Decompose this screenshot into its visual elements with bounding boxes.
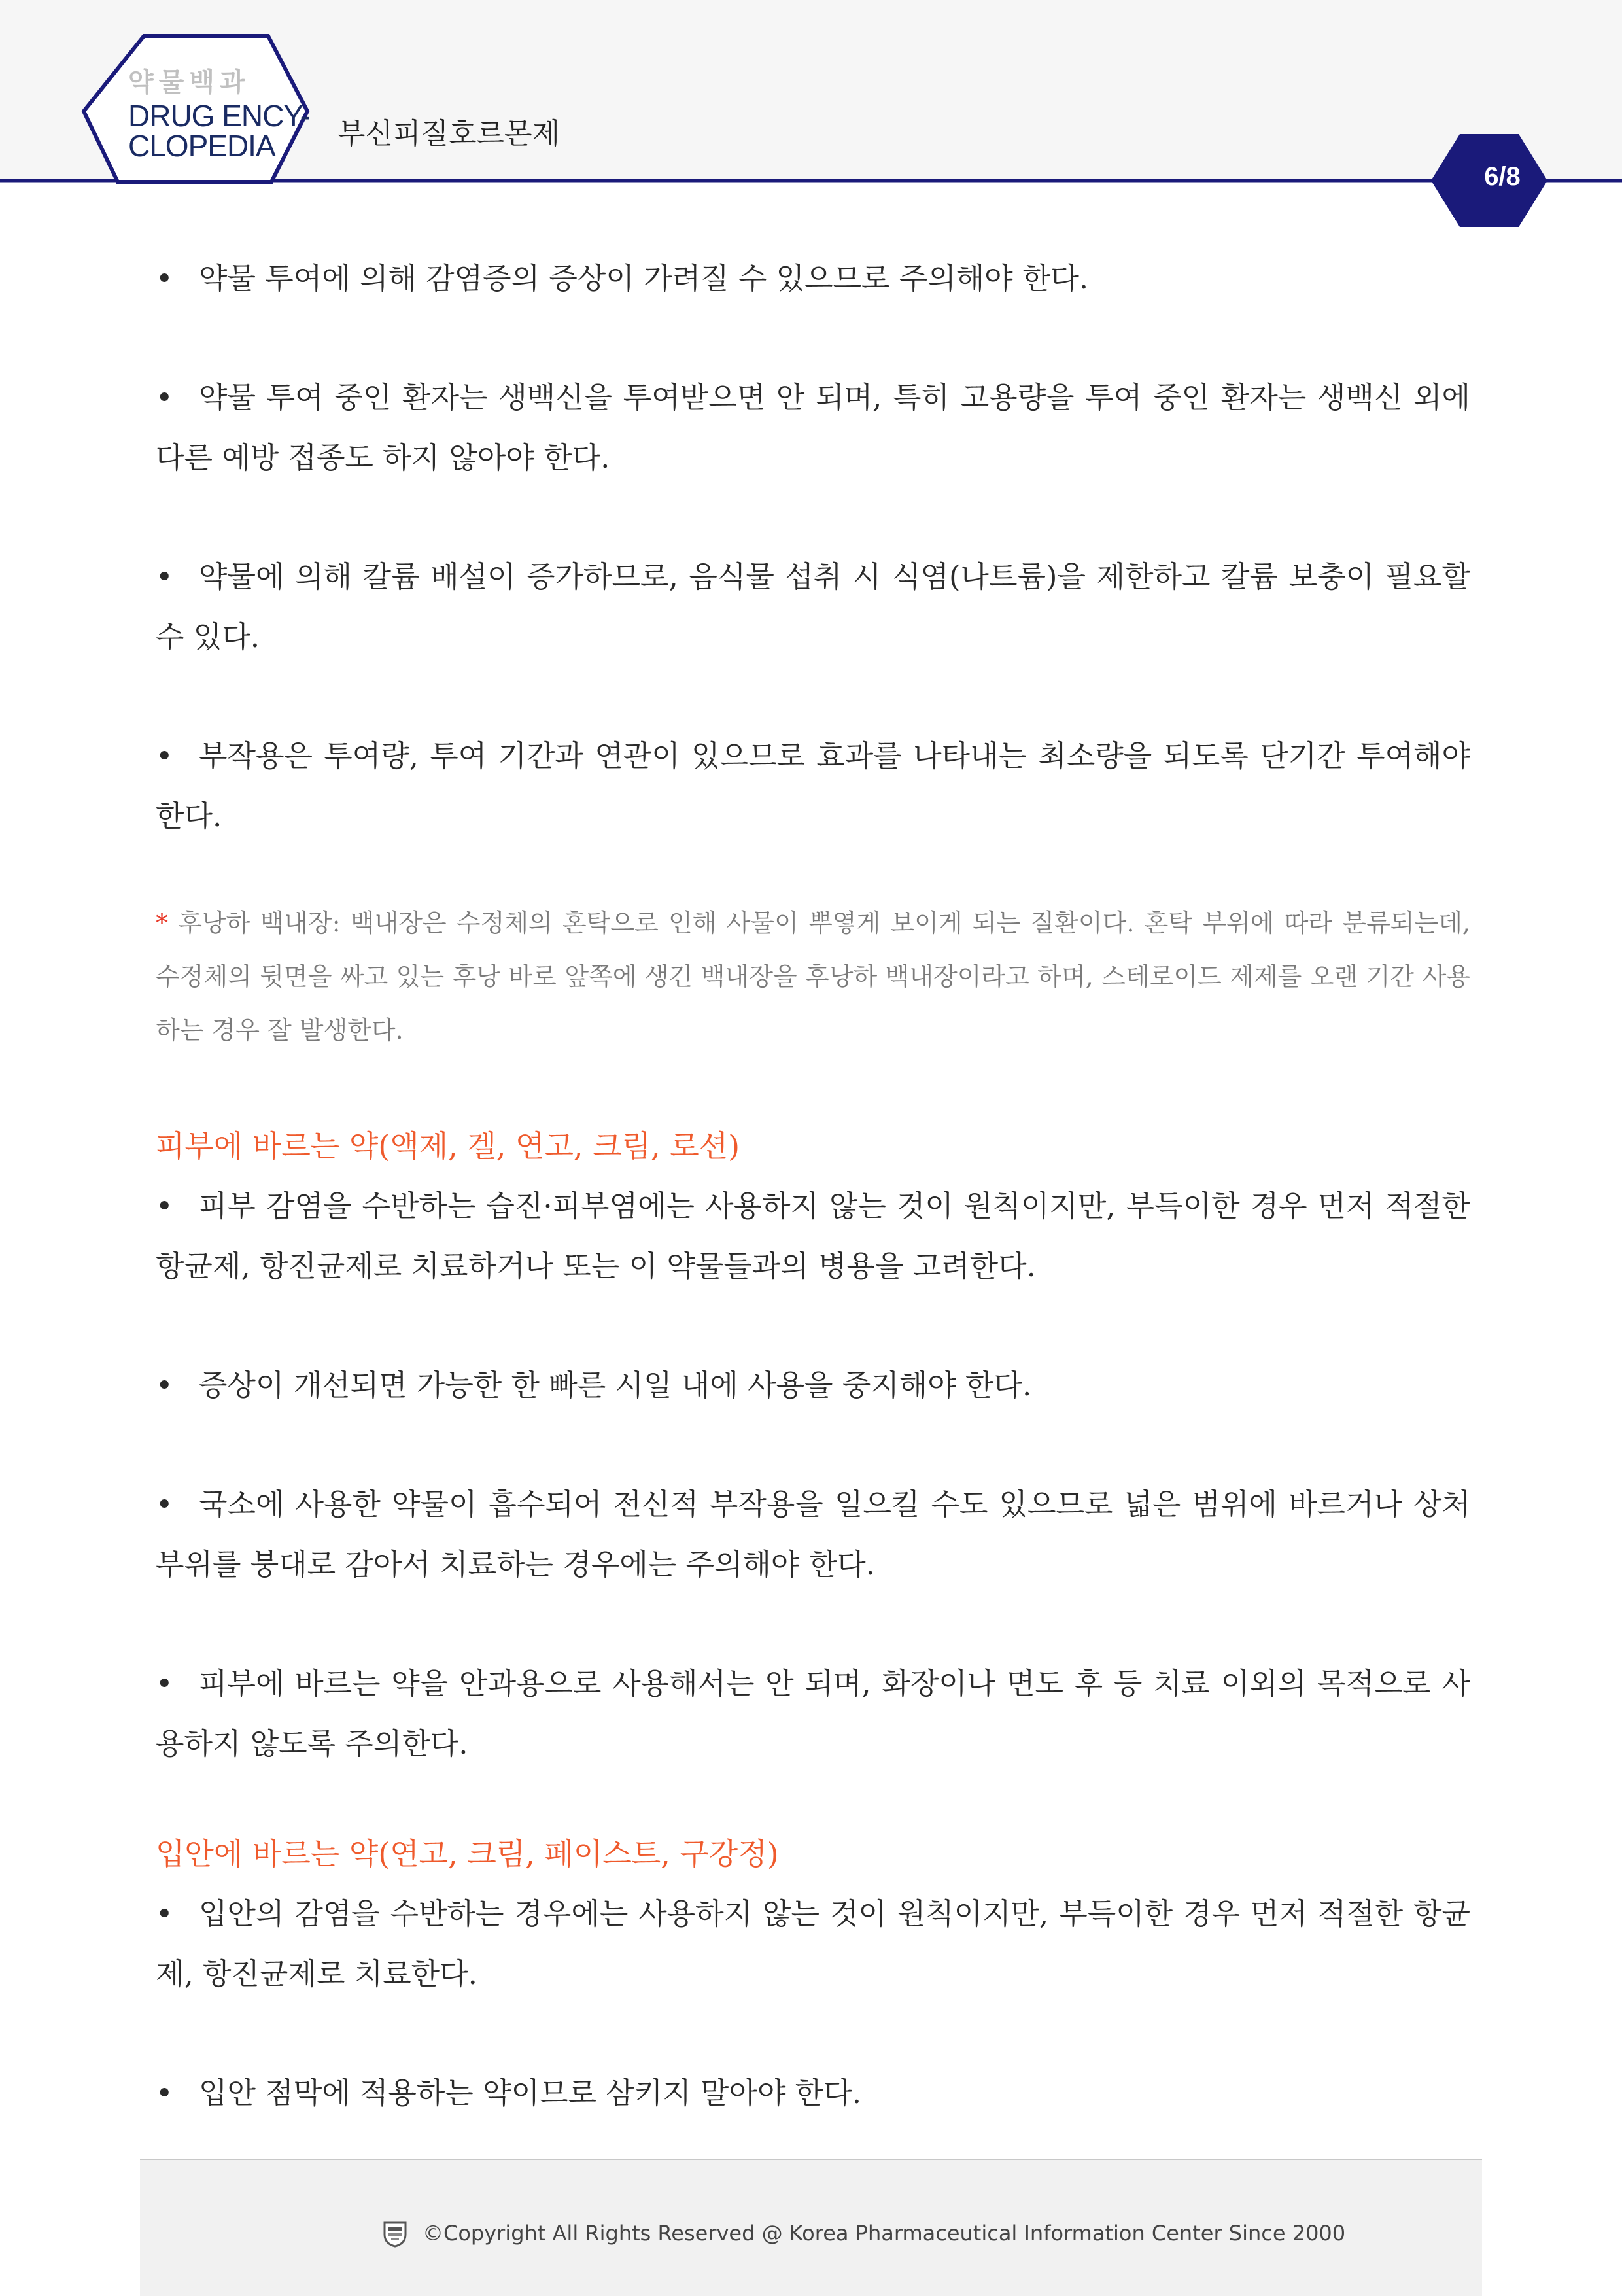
copyright-text: ©Copyright All Rights Reserved @ Korea Pharmaceutical Information Center Since 2000 bbox=[423, 2221, 1346, 2246]
bullet-item bbox=[156, 1355, 1470, 1416]
bullet-icon: • bbox=[156, 380, 173, 415]
logo-korean: 약물백과 bbox=[128, 68, 250, 97]
footnote-star: * bbox=[156, 909, 168, 937]
section-title-skin: 피부에 바르는 약(액제, 겔, 연고, 크림, 로션) bbox=[156, 1128, 740, 1164]
bullet-icon: • bbox=[156, 1189, 173, 1223]
section-title-mouth: 입안에 바르는 약(연고, 크림, 페이스트, 구강정) bbox=[156, 1836, 779, 1871]
bullet-item bbox=[156, 1884, 1470, 2004]
bullet-icon: • bbox=[156, 1487, 173, 1522]
page-header bbox=[0, 0, 1622, 191]
bullet-icon: • bbox=[156, 1896, 173, 1931]
logo-english-line2: CLOPEDIA bbox=[128, 129, 275, 163]
bullet-text: 입안 점막에 적용하는 약이므로 삼키지 말아야 한다. bbox=[199, 2076, 862, 2110]
page-footer bbox=[140, 2159, 1482, 2296]
bullet-icon: • bbox=[156, 261, 173, 296]
bullet-icon: • bbox=[156, 739, 173, 773]
bullet-text: 피부에 바르는 약을 안과용으로 사용해서는 안 되며, 화장이나 면도 후 등 치료 이외의 목적으로 사용하지 않도록 주의한다. bbox=[156, 1666, 1470, 1761]
bullet-item bbox=[156, 1654, 1470, 1774]
bullet-text: 입안의 감염을 수반하는 경우에는 사용하지 않는 것이 원칙이지만, 부득이한 경우 먼저 적절한 항균제, 항진균제로 치료한다. bbox=[156, 1896, 1470, 1991]
bullet-icon: • bbox=[156, 1368, 173, 1402]
bullet-text: 피부 감염을 수반하는 습진·피부염에는 사용하지 않는 것이 원칙이지만, 부득이한 경우 먼저 적절한 항균제, 항진균제로 치료하거나 또는 이 약물들과의 병용을 고려한다. bbox=[156, 1189, 1470, 1283]
bullet-text: 증상이 개선되면 가능한 한 빠른 시일 내에 사용을 중지해야 한다. bbox=[199, 1368, 1032, 1402]
bullet-icon: • bbox=[156, 2076, 173, 2110]
document-title: 부신피질호르몬제 bbox=[337, 117, 561, 150]
bullet-item bbox=[156, 2063, 1470, 2123]
bullet-item bbox=[156, 726, 1470, 846]
bullet-text: 약물 투여에 의해 감염증의 증상이 가려질 수 있으므로 주의해야 한다. bbox=[199, 261, 1089, 296]
footer-copyright-row bbox=[382, 2219, 1345, 2248]
logo-english-line1: DRUG ENCY- bbox=[128, 99, 310, 133]
bullet-icon: • bbox=[156, 559, 173, 594]
main-content bbox=[156, 249, 1470, 2123]
bullet-item bbox=[156, 368, 1470, 488]
footnote-text: 후낭하 백내장: 백내장은 수정체의 혼탁으로 인해 사물이 뿌옇게 보이게 되는 질환이다. 혼탁 부위에 따라 분류되는데, 수정체의 뒷면을 싸고 있는 후낭 바로 앞쪽에 생긴 백내장을 후낭하 백내장이라고 하며, 스테로이드 제제를 오랜 기간 사용하는 경우 잘 발생한다. bbox=[156, 909, 1470, 1045]
bullet-text: 국소에 사용한 약물이 흡수되어 전신적 부작용을 일으킬 수도 있으므로 넓은 범위에 바르거나 상처 부위를 붕대로 감아서 치료하는 경우에는 주의해야 한다. bbox=[156, 1487, 1470, 1582]
bullet-item bbox=[156, 1176, 1470, 1296]
kpic-shield-icon bbox=[382, 2219, 408, 2248]
logo bbox=[128, 64, 309, 161]
bullet-icon: • bbox=[156, 1666, 173, 1701]
footnote bbox=[156, 896, 1470, 1057]
bullet-text: 약물 투여 중인 환자는 생백신을 투여받으면 안 되며, 특히 고용량을 투여 중인 환자는 생백신 외에 다른 예방 접종도 하지 않아야 한다. bbox=[156, 380, 1470, 475]
bullet-text: 부작용은 투여량, 투여 기간과 연관이 있으므로 효과를 나타내는 최소량을 되도록 단기간 투여해야 한다. bbox=[156, 739, 1470, 833]
page-number: 6/8 bbox=[1484, 162, 1521, 191]
bullet-text: 약물에 의해 칼륨 배설이 증가하므로, 음식물 섭취 시 식염(나트륨)을 제한하고 칼륨 보충이 필요할 수 있다. bbox=[156, 559, 1470, 654]
bullet-item bbox=[156, 547, 1470, 667]
bullet-item bbox=[156, 249, 1470, 309]
bullet-item bbox=[156, 1474, 1470, 1595]
